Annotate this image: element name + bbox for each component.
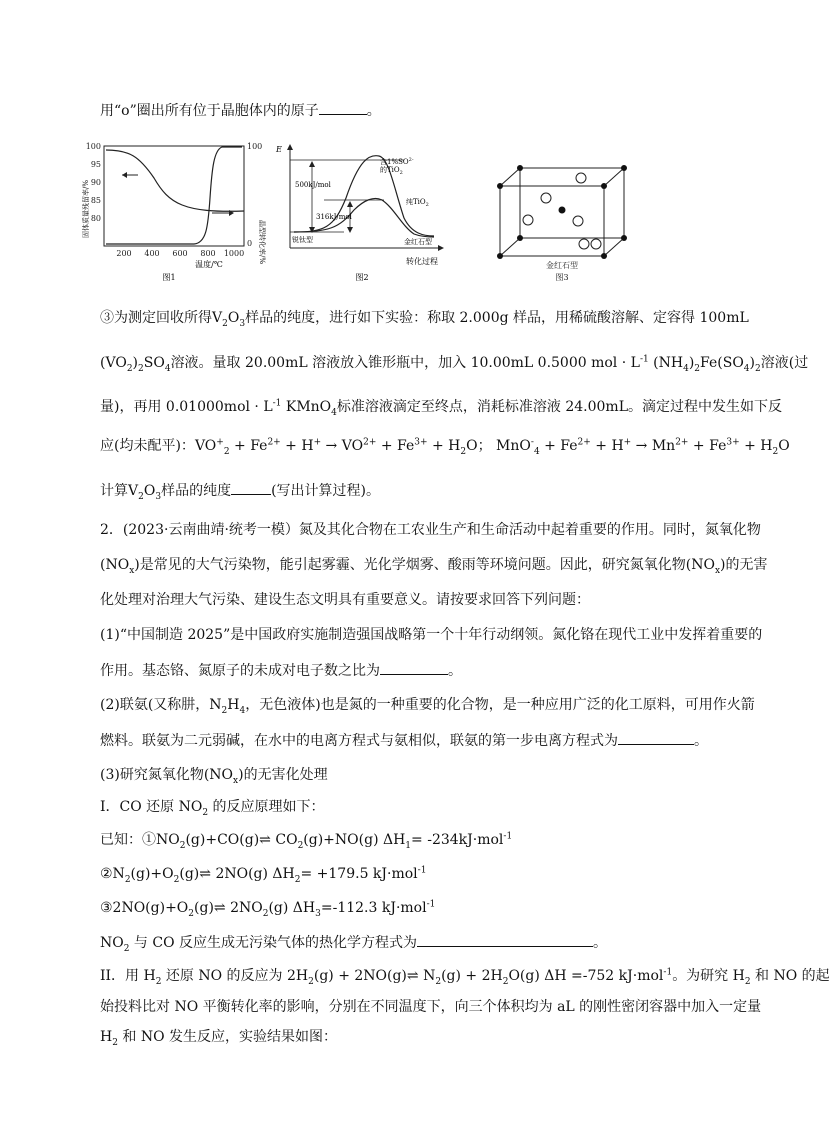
tick-label: 1000 [223,249,245,258]
p2-line-12: $③2NO(g)+O_2(g)\rightleftharpoons$ $2NO_2(g)$ $\Delta H_3=-112.3$ kJ·mol$^{-1}$ [100,899,436,919]
tick-label: 0 [247,239,253,248]
axis-label: 转化过程 [406,257,438,266]
p2-line-11: $②N_2(g)+O_2(g)\rightleftharpoons$ 2NO(g) $\Delta H_2= +179.5$ kJ·mol$^{-1}$ [100,865,427,885]
axis-label: E [276,145,282,154]
answer-blank[interactable] [231,480,271,495]
tick-label: 600 [172,249,188,258]
figure-3 [497,165,627,282]
q3-line-2: $(VO_2)_2SO_4$溶液。量取 20.00mL 溶液放入锥形瓶中，加入 10.00mL 0.5000 mol · $L^{-1}$ $(NH_4)_2Fe(SO_4)_2$溶液(过 [100,354,809,374]
phase-label: 金红石型 [404,238,432,246]
answer-blank[interactable] [319,100,367,115]
p2-line-14: II．用 $H_2$ 还原 NO 的反应为 $2H_2(g)$ + 2NO(g)⇌ $N_2(g) + 2H_2O(g)$ ΔH =-752 kJ·mol$^{-1}$。为研究 $H_2$ 和 NO 的起 [100,967,830,987]
punct: 。 [366,103,381,119]
p2-line-3: 化处理对治理大气污染、建设生态文明具有重要意义。请按要求回答下列问题： [100,592,590,608]
figure-1 [81,142,267,282]
figure-caption: 图1 [162,273,176,282]
p2-line-16: $H_2$ 和 NO 发生反应，实验结果如图： [100,1029,338,1048]
q3-line-3: 量)，再用 $0.01000mol \cdot L^{-1}$ KMnO$_4$标准溶液滴定至终点，消耗标准溶液 24.00mL。滴定过程中发生如下反 [100,398,783,418]
tick-label: 800 [200,249,216,258]
tick-label: 90 [90,178,101,187]
pure-label: 纯TiO$_2$ [406,198,429,208]
doped-label: 含$1\%SO^{2-}$ [380,157,414,166]
energy-label: 316kJ/mol [316,213,352,221]
axis-label: 温度/℃ [195,260,223,269]
q3-line-1: ③为测定回收所得$V_2O_3$样品的纯度，进行如下实验：称取 2.000g 样品，用稀硫酸溶解、定容得 100mL [100,310,749,329]
energy-label: 500kJ/mol [295,181,331,189]
figure-label: 金红石型 [546,261,578,270]
figure-2 [275,144,444,282]
q3-line-5: 计算$V_2O_3$样品的纯度 (写出计算过程)。 [100,480,380,501]
q3-line-4: 应(均未配平)：$VO^+_2 + Fe^{2+} + H^+ \to VO^{2+} + Fe^{3+} + H_2O$； $MnO^-_4 + Fe^{2+} + H^+ \to Mn^{2+} + Fe^{3+} + H_2O$ [100,437,790,457]
figure-caption: 图3 [555,273,569,282]
p2-line-5: 作用。基态铬、氮原子的未成对电子数之比为 。 [100,660,462,681]
p2-line-1: 2．(2023·云南曲靖·统考一模）氮及其化合物在工农业生产和生命活动中起着重要的作用。同时，氮氧化物 [100,522,761,538]
p2-line-10: 已知：$①NO_2(g)+CO(g)\rightleftharpoons$ $CO_2(g)+NO(g)$ $\Delta H_1= -234kJ\cdot mol^{-1}$ [100,831,513,851]
tick-label: 100 [85,142,101,151]
tick-label: 100 [247,142,263,151]
phase-label: 锐钛型 [292,236,313,244]
figure-caption: 图2 [355,273,369,282]
p2-line-7: 燃料。联氨为二元弱碱，在水中的电离方程式与氨相似，联氨的第一步电离方程式为 。 [100,730,708,751]
tick-label: 95 [90,160,101,169]
tick-label: 80 [90,214,101,223]
axis-label: 固体质量残留率/% [82,179,90,238]
tick-label: 400 [144,249,160,258]
figures-row [84,138,664,284]
p2-line-15: 始投料比对 NO 平衡转化率的影响，分别在不同温度下，向三个体积均为 aL 的刚性密闭容器中加入一定量 [100,999,762,1015]
tick-label: 200 [116,249,132,258]
axis-label: 晶型转化率/% [258,220,266,265]
question-tail [100,100,381,121]
answer-blank[interactable] [380,660,448,675]
p2-line-13: $NO_2$ 与 CO 反应生成无污染气体的热化学方程式为 。 [100,932,607,953]
p2-line-4: (1)“中国制造 2025”是中国政府实施制造强国战略第一个十年行动纲领。氮化铬在现代工业中发挥着重要的 [100,627,763,643]
tick-label: 85 [90,196,101,205]
p2-line-2: $(NO_x)$是常见的大气污染物，能引起雾霾、光化学烟雾、酸雨等环境问题。因此，研究氮氧化物$(NO_x)$的无害 [100,557,768,576]
p2-line-8: (3)研究氮氧化物$(NO_x)$的无害化处理 [100,767,328,786]
answer-blank[interactable] [417,932,593,947]
p2-line-6: (2)联氨(又称肼，$N_2H_4$，无色液体)也是氮的一种重要的化合物，是一种应用广泛的化工原料，可用作火箭 [100,697,755,716]
answer-blank[interactable] [618,730,694,745]
question-text: 用“o”圈出所有位于晶胞体内的原子 [100,103,319,119]
p2-line-9: I．CO 还原 $NO_2$ 的反应原理如下： [100,799,325,818]
doped-label-2: 的TiO$_2$ [380,166,403,176]
